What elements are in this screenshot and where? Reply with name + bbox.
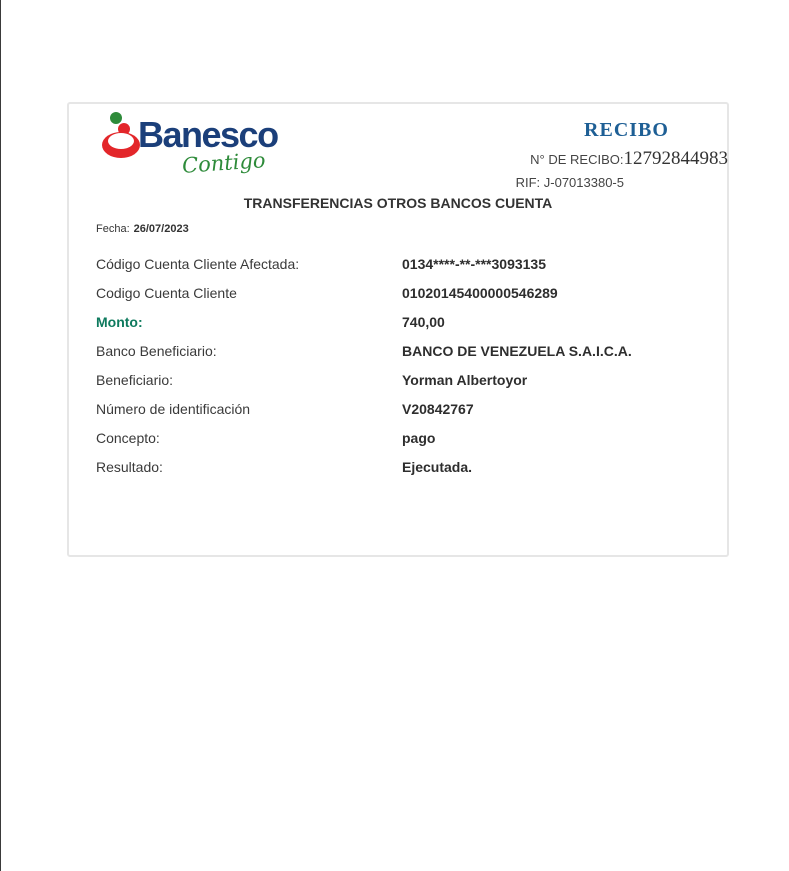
detail-value: Yorman Albertoyor (402, 372, 528, 388)
detail-row-beneficiary-bank (96, 338, 716, 367)
detail-label: Banco Beneficiario: (96, 343, 217, 359)
detail-row-concept (96, 425, 716, 454)
detail-label: Beneficiario: (96, 372, 174, 388)
detail-value: 0134****-**-***3093135 (402, 256, 547, 272)
detail-label: Concepto: (96, 430, 160, 446)
page-left-border (0, 0, 1, 871)
date-row (96, 221, 189, 237)
receipt-number-label: N° DE RECIBO: (530, 152, 624, 167)
date-label: Fecha: (96, 223, 130, 235)
detail-value: pago (402, 430, 436, 446)
detail-label: Codigo Cuenta Cliente (96, 285, 237, 301)
detail-row-beneficiary (96, 367, 716, 396)
receipt-number (500, 147, 728, 172)
detail-row-id-number (96, 396, 716, 425)
amount-value: 740,00 (402, 314, 445, 330)
receipt-number-value: 12792844983 (623, 148, 728, 169)
detail-value: 01020145400000546289 (402, 285, 558, 301)
detail-value: BANCO DE VENEZUELA S.A.I.C.A. (402, 343, 632, 359)
rif-text: RIF: J-07013380-5 (515, 175, 624, 190)
receipt-title: RECIBO (584, 119, 669, 141)
banesco-logo-icon (100, 110, 140, 162)
detail-value: V20842767 (402, 401, 474, 417)
detail-row-amount (96, 309, 716, 338)
detail-row-result (96, 454, 716, 483)
banesco-logo (100, 110, 290, 188)
logo-wordmark: Banesco (138, 114, 278, 155)
logo-tagline: Contigo (181, 148, 267, 178)
amount-label: Monto: (96, 314, 143, 330)
date-value: 26/07/2023 (133, 223, 189, 235)
detail-label: Número de identificación (96, 401, 251, 417)
transaction-details (96, 251, 716, 483)
detail-value: Ejecutada. (402, 459, 473, 475)
detail-row-affected-account (96, 251, 716, 280)
detail-label: Código Cuenta Cliente Afectada: (96, 256, 300, 272)
transaction-type-heading: TRANSFERENCIAS OTROS BANCOS CUENTA (243, 195, 553, 211)
detail-row-client-account (96, 280, 716, 309)
detail-label: Resultado: (96, 459, 163, 475)
